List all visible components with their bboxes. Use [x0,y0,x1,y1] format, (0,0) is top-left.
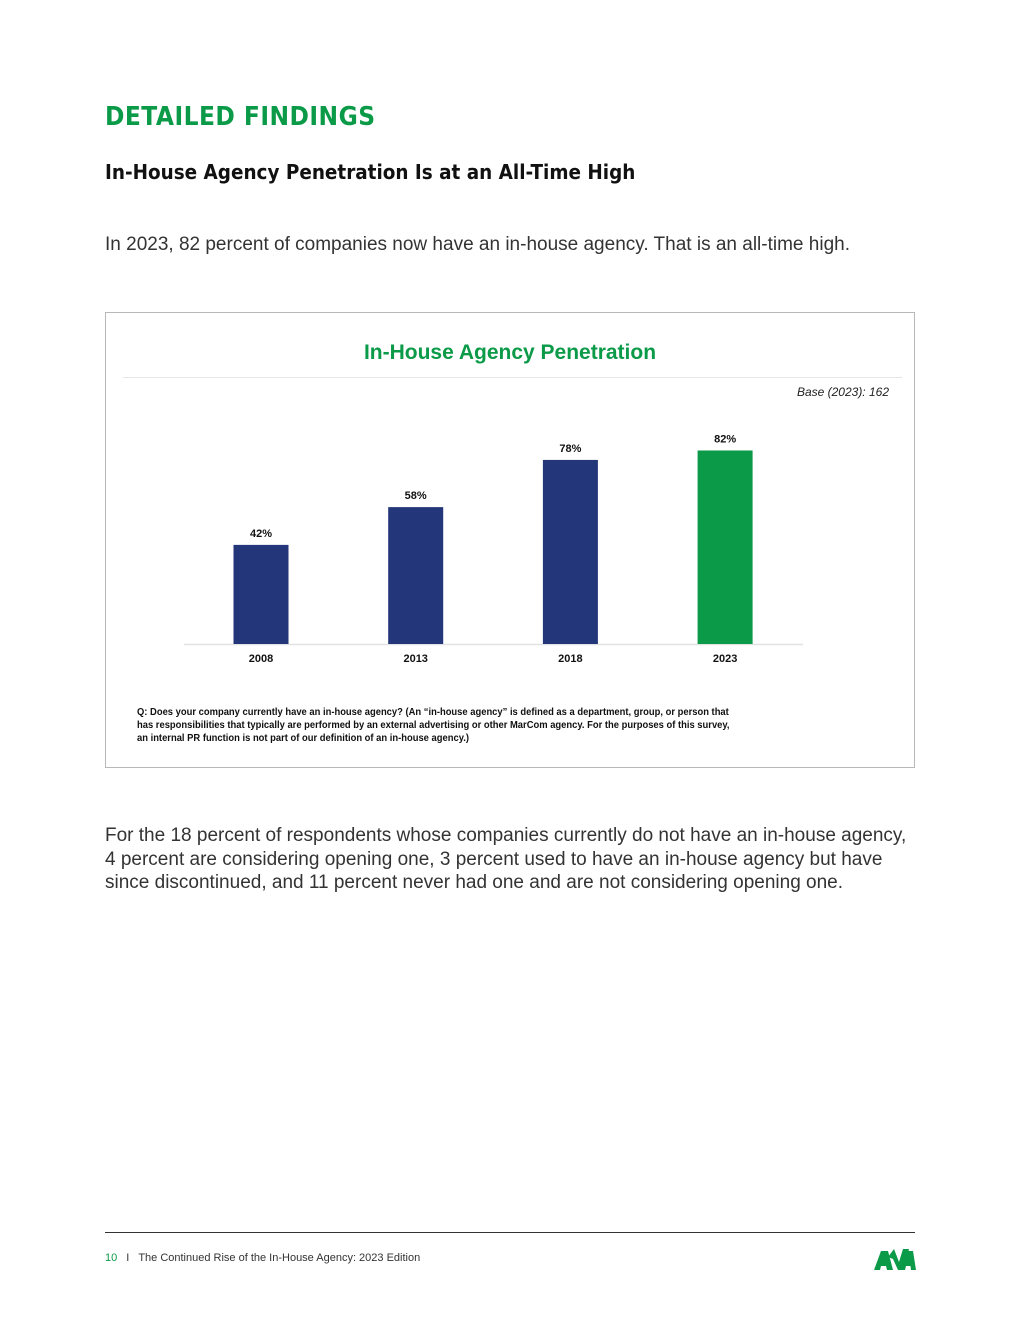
bar-chart [106,313,914,767]
x-tick-label-2018: 2018 [558,653,583,665]
ana-logo-icon [873,1246,917,1272]
footer [105,1252,420,1264]
chart-question-note: Q: Does your company currently have an in-house agency? (An “in-house agency” is defined as a department, group, or person that has responsibilities that typically are performed by an external advertising or other MarCom agency. For the purposes of this survey, an internal PR function is not part of our definition of an in-house agency.) [137,707,730,744]
bar-2023 [698,450,753,644]
publication-title: The Continued Rise of the In-House Agency: 2023 Edition [138,1252,421,1264]
bar-2008 [234,545,289,644]
footer-divider [105,1232,915,1233]
data-label-2008: 42% [249,527,273,540]
page-subtitle: In-House Agency Penetration Is at an All-Time High [105,160,636,184]
x-tick-label-2023: 2023 [712,653,738,665]
page-number: 10 [105,1252,118,1264]
data-label-2018: 78% [559,442,582,455]
data-label-2023: 82% [714,433,737,446]
followup-paragraph: For the 18 percent of respondents whose companies currently do not have an in-house agency, 4 percent are considering opening one, 3 percent used to have an in-house agency but have since discontinued, and 11 percent never had one and are not considering opening one. [105,825,907,893]
bar-2018 [543,460,598,644]
chart-base-note: Base (2023): 162 [796,385,889,399]
chart-title: In-House Agency Penetration [363,341,657,364]
footer-separator: I [126,1252,130,1264]
intro-paragraph: In 2023, 82 percent of companies now have an in-house agency. That is an all-time high. [105,234,850,255]
chart-panel [105,312,915,768]
x-tick-label-2013: 2013 [403,653,428,665]
x-tick-label-2008: 2008 [248,653,274,665]
data-label-2013: 58% [404,490,427,503]
bar-2013 [388,507,443,644]
section-title: DETAILED FINDINGS [105,102,376,132]
